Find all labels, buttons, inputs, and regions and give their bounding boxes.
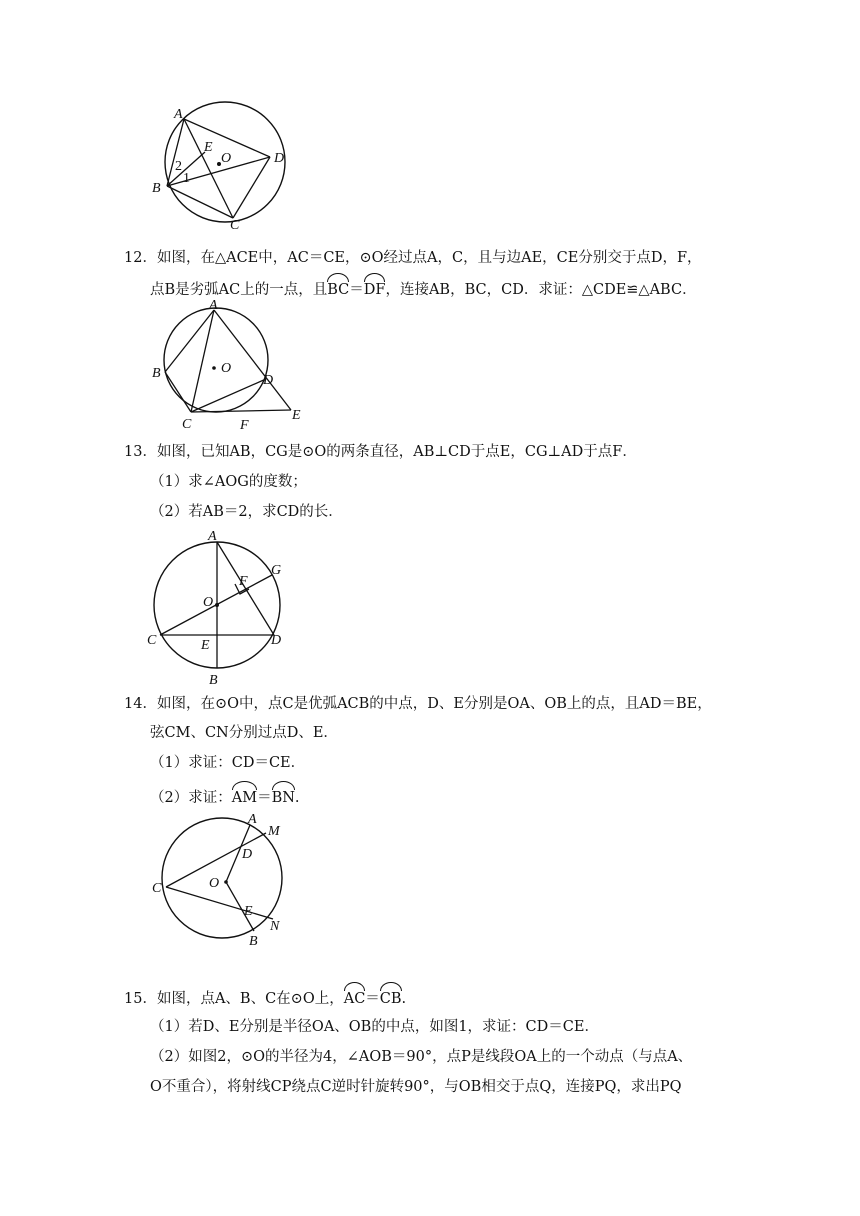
figure-q12 [148, 298, 318, 433]
label-angle-1: 1 [183, 171, 190, 186]
label-o: O [221, 151, 232, 166]
q14-sub1: （1）求证：CD＝CE． [150, 755, 306, 771]
label-o: O [221, 361, 232, 376]
label-d: D [263, 373, 274, 388]
label-a: A [208, 529, 217, 544]
label-b: B [152, 366, 161, 381]
circle-o [162, 818, 282, 938]
label-e: E [244, 904, 253, 919]
label-g: G [271, 563, 282, 578]
segment-bc [167, 186, 233, 218]
segment-ae [214, 310, 291, 410]
q15-arc-cb: CB [380, 986, 402, 1009]
label-c: C [182, 417, 192, 432]
q12-line1: 12．如图，在△ACE中，AC＝CE，⊙O经过点A，C，且与边AE，CE分别交于点D，F， [124, 250, 702, 266]
q13-sub1: （1）求∠AOG的度数； [150, 474, 307, 490]
q14-line2: 弦CM、CN分别过点D、E． [150, 725, 338, 741]
label-f: F [239, 574, 248, 589]
q12-arc-df: DF [364, 277, 386, 300]
label-f: F [240, 418, 249, 433]
q12-arc-bc: BC [327, 277, 349, 300]
q15-sub2-line1: （2）如图2，⊙O的半径为4，∠AOB＝90°，点P是线段OA上的一个动点（与点A、 [150, 1049, 693, 1065]
q14-line1: 14．如图，在⊙O中，点C是优弧ACB的中点，D、E分别是OA、OB上的点，且AD＝BE， [124, 696, 712, 712]
label-angle-2: 2 [175, 159, 182, 174]
label-c: C [230, 218, 240, 233]
q12-line2-a: 点B是劣弧AC上的一点，且 [150, 282, 328, 298]
label-a: A [209, 298, 218, 313]
label-d: D [274, 151, 285, 166]
q14-arc-bn: BN [272, 785, 295, 808]
q15-line1 [124, 986, 406, 1009]
label-c: C [147, 633, 157, 648]
q15-eq: ＝ [365, 991, 380, 1007]
label-o: O [209, 876, 220, 891]
figure-q11-svg [145, 102, 295, 232]
q14-eq: ＝ [257, 790, 272, 806]
label-c: C [152, 881, 162, 896]
chord-cn [166, 887, 273, 919]
segment-ca [184, 119, 233, 218]
label-o: O [203, 595, 214, 610]
center-dot [224, 880, 228, 884]
q15-line1-b: . [401, 991, 407, 1007]
label-b: B [209, 673, 218, 688]
q12-eq: ＝ [349, 282, 364, 298]
q12-line2-b: ，连接AB，BC，CD．求证：△CDE≌△ABC． [385, 282, 697, 298]
q15-arc-ac: AC [344, 986, 366, 1009]
label-d: D [242, 847, 253, 862]
q14-sub2-a: （2）求证： [150, 790, 232, 806]
label-b: B [152, 181, 161, 196]
figure-q14 [148, 812, 298, 952]
label-b: B [249, 934, 258, 949]
label-e: E [204, 140, 213, 155]
center-dot [212, 366, 216, 370]
label-d: D [271, 633, 282, 648]
label-m: M [268, 824, 280, 839]
label-a: A [174, 107, 183, 122]
q15-sub1: （1）若D、E分别是半径OA、OB的中点，如图1，求证：CD＝CE． [150, 1019, 599, 1035]
q12-line2 [150, 277, 697, 300]
label-e: E [292, 408, 301, 423]
center-dot [215, 603, 219, 607]
label-n: N [270, 919, 280, 934]
figure-q13-svg [142, 527, 302, 687]
figure-q11 [145, 102, 295, 232]
q13-sub2: （2）若AB＝2，求CD的长． [150, 504, 343, 520]
q13-line1: 13．如图，已知AB，CG是⊙O的两条直径，AB⊥CD于点E，CG⊥AD于点F． [124, 444, 637, 460]
q14-sub2-b: . [294, 790, 300, 806]
label-e: E [201, 638, 210, 653]
q15-line1-a: 15．如图，点A、B、C在⊙O上， [124, 991, 344, 1007]
figure-q13 [142, 527, 302, 687]
figure-q14-svg [148, 812, 298, 952]
segment-bc [165, 372, 191, 412]
q14-sub2 [150, 785, 300, 808]
q14-arc-am: AM [232, 785, 257, 808]
figure-q12-svg [148, 298, 318, 433]
label-a: A [248, 812, 257, 827]
q15-sub2-line2: O不重合），将射线CP绕点C逆时针旋转90°，与OB相交于点Q，连接PQ，求出PQ [150, 1079, 682, 1095]
